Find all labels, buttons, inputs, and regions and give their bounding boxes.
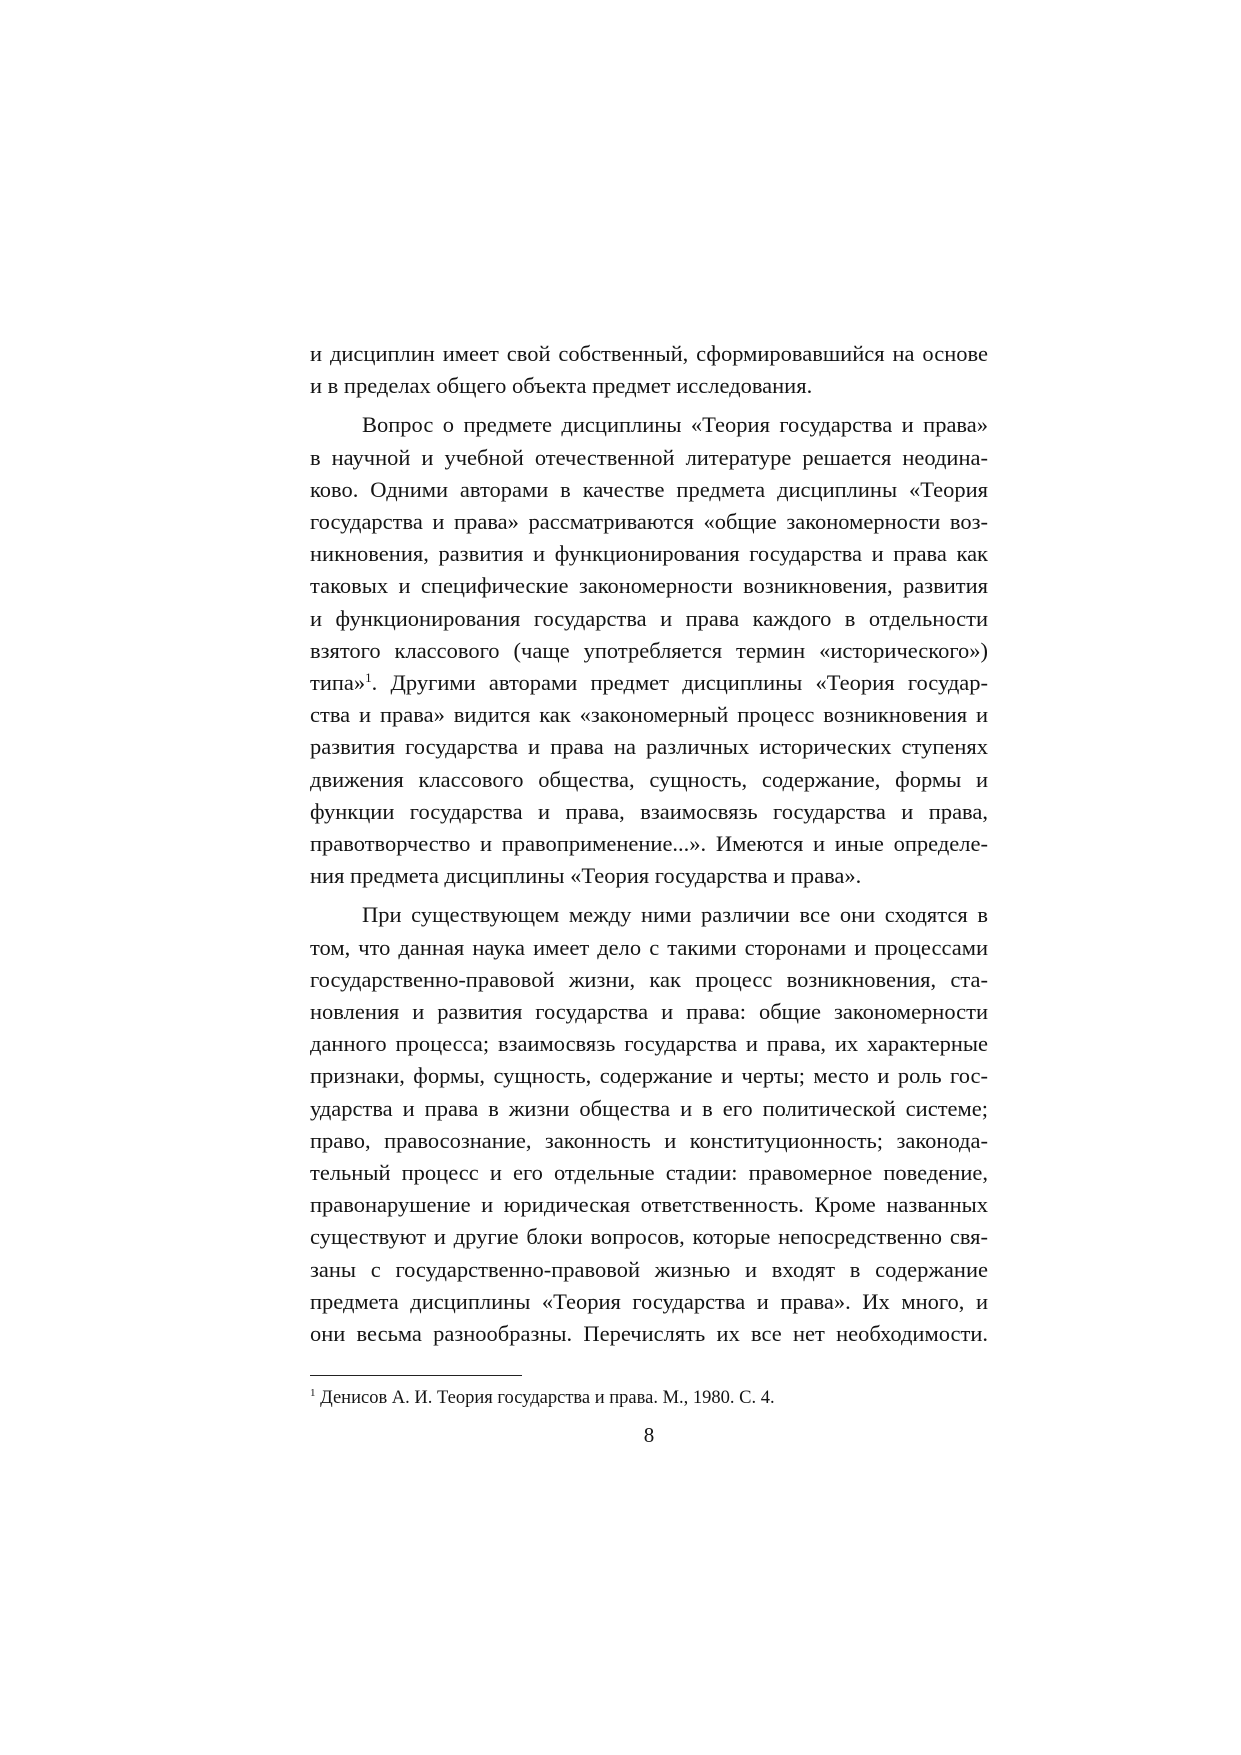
paragraph-1 — [310, 338, 988, 402]
text-line: и функционирования государства и права каждого в отдельности — [310, 605, 988, 631]
text-line: правотворчество и правоприменение...». Имеются и иные определе- — [310, 831, 988, 857]
text-line-with-footnote — [310, 667, 988, 699]
footnote-text: Денисов А. И. Теория государства и права. М., 1980. С. 4. — [315, 1388, 775, 1409]
text-line: движения классового общества, сущность, содержание, формы и — [310, 766, 988, 792]
text-line: таковых и специфические закономерности возникновения, развития — [310, 573, 988, 599]
text-line: том, что данная наука имеет дело с такими сторонами и процессами — [310, 934, 988, 960]
page-number: 8 — [643, 1423, 655, 1448]
text-line: право, правосознание, законность и конституционность; законода- — [310, 1127, 988, 1153]
paragraph-2 — [310, 409, 988, 892]
text-line: взятого классового (чаще употребляется термин «исторического») — [310, 637, 988, 663]
text-line: тельный процесс и его отдельные стадии: правомерное поведение, — [310, 1160, 988, 1186]
text-line: государства и права» рассматриваются «общие закономерности воз- — [310, 509, 988, 535]
text-line: заны с государственно-правовой жизнью и входят в содержание — [310, 1256, 988, 1282]
footnote-reference[interactable]: 1 — [365, 670, 372, 686]
text-line: государственно-правовой жизни, как процесс возникновения, ста- — [310, 966, 988, 992]
text-line: существуют и другие блоки вопросов, которые непосредственно свя- — [310, 1224, 988, 1250]
text-line: ства и права» видится как «закономерный процесс возникновения и — [310, 702, 988, 728]
text-line: никновения, развития и функционирования государства и права как — [310, 541, 988, 567]
footnote — [310, 1386, 988, 1410]
footnote-divider — [310, 1375, 522, 1376]
paragraph-3 — [310, 899, 988, 1350]
text-line: в научной и учебной отечественной литературе решается неодина- — [310, 444, 988, 470]
text-line: развития государства и права на различных исторических ступенях — [310, 734, 988, 760]
text-line: ния предмета дисциплины «Теория государства и права». — [310, 863, 862, 889]
text-line: данного процесса; взаимосвязь государства и права, их характерные — [310, 1031, 988, 1057]
text-line: правонарушение и юридическая ответственность. Кроме названных — [310, 1192, 988, 1218]
text-line: предмета дисциплины «Теория государства и права». Их много, и — [310, 1288, 988, 1314]
text-line: и в пределах общего объекта предмет исследования. — [310, 373, 813, 399]
text-fragment: типа» — [310, 670, 366, 696]
book-page — [310, 338, 988, 1448]
footnote-marker: 1 — [310, 1387, 316, 1400]
text-line: новления и развития государства и права: общие закономерности — [310, 999, 988, 1025]
text-line: ково. Одними авторами в качестве предмета дисциплины «Теория — [310, 476, 988, 502]
text-line: Вопрос о предмете дисциплины «Теория государства и права» — [362, 412, 988, 438]
text-line: признаки, формы, сущность, содержание и черты; место и роль гос- — [310, 1063, 988, 1089]
text-line: При существующем между ними различии все они сходятся в — [362, 902, 988, 928]
text-line: они весьма разнообразны. Перечислять их все нет необходимости. — [310, 1321, 988, 1347]
text-line: ударства и права в жизни общества и в его политической системе; — [310, 1095, 988, 1121]
text-line: и дисциплин имеет свой собственный, сформировавшийся на основе — [310, 341, 988, 366]
text-fragment: . Другими авторами предмет дисциплины «Теория государ- — [371, 670, 988, 696]
text-line: функции государства и права, взаимосвязь государства и права, — [310, 798, 988, 824]
